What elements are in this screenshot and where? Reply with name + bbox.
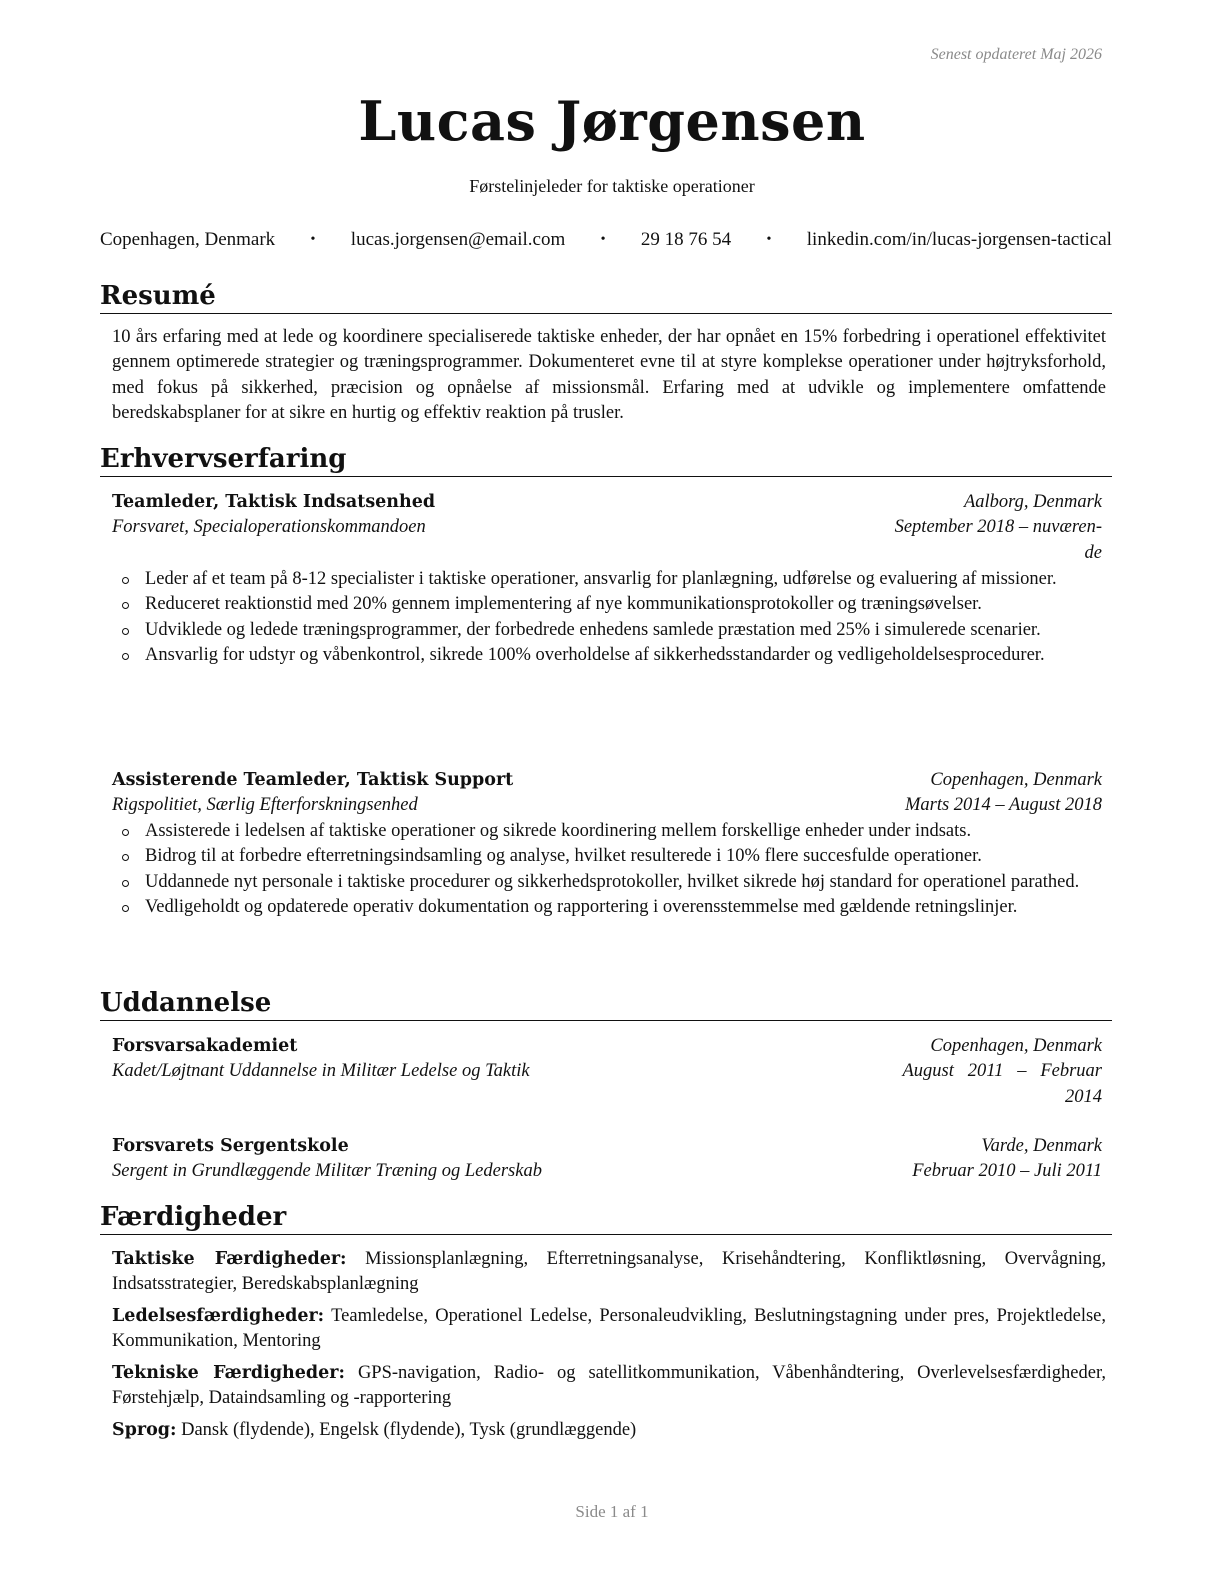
skill-group	[112, 1304, 1106, 1355]
skill-group	[112, 1361, 1106, 1412]
skill-group-label: Ledelsesfærdigheder:	[112, 1306, 325, 1326]
job-dates: Marts 2014 – August 2018	[904, 795, 1102, 815]
education-degree: Kadet/Løjtnant Uddannelse in Militær Ledelse og Taktik	[112, 1061, 530, 1081]
education-degree: Sergent in Grundlæggende Militær Træning og Lederskab	[112, 1161, 542, 1181]
job-organization: Forsvaret, Specialoperationskommandoen	[112, 517, 426, 537]
list-item: Leder af et team på 8-12 specialister i taktiske operationer, ansvarlig for planlægning, udførelse og evaluering af missioner.	[112, 567, 1106, 592]
contact-phone: 29 18 76 54	[640, 229, 732, 250]
list-item: Assisterede i ledelsen af taktiske operationer og sikrede koordinering mellem forskellige enheder under indsats.	[112, 819, 1106, 844]
skill-group-value: Missionsplanlægning, Efterretningsanalyse, Krisehåndtering, Konfliktløsning, Overvågning, Indsatsstrategier, Beredskabsplanlægning	[112, 1249, 1106, 1295]
education-school: Forsvarets Sergentskole	[112, 1136, 349, 1156]
education-school: Forsvarsakademiet	[112, 1036, 298, 1056]
section-heading-education: Uddannelse	[100, 987, 1112, 1021]
job-dates-wrap: de	[1084, 543, 1102, 563]
contact-location: Copenhagen, Denmark	[100, 229, 276, 250]
job-bullets	[112, 567, 1106, 669]
job-location: Aalborg, Denmark	[963, 492, 1102, 512]
summary-text: 10 års erfaring med at lede og koordinere specialiserede taktiske enheder, der har opnået en 15% forbedring i operationel effektivitet gennem optimerede strategier og træningsprogrammer. Dokumenteret evne til at styre komplekse operationer under højtryksforhold, med fokus på sikkerhed, præcision og opnåelse af missionsmål. Erfaring med at udvikle og implementere omfattende beredskabsplaner for at sikre en hurtig og effektiv reaktion på trusler.	[112, 327, 1106, 424]
skill-group-label: Taktiske Færdigheder:	[112, 1249, 347, 1269]
list-item: Uddannede nyt personale i taktiske procedurer og sikkerhedsprotokoller, hvilket sikrede høj standard for operationel parathed.	[112, 870, 1106, 895]
job-dates: September 2018 – nuværen-	[894, 517, 1102, 537]
job-role: Teamleder, Taktisk Indsatsenhed	[112, 492, 436, 512]
job-bullets	[112, 819, 1106, 921]
last-updated: Senest opdateret Maj 2026	[930, 46, 1102, 63]
education-dates-wrap: 2014	[1065, 1087, 1102, 1107]
contact-linkedin[interactable]: linkedin.com/in/lucas-jorgensen-tactical	[806, 229, 1112, 250]
skill-group-label: Tekniske Færdigheder:	[112, 1363, 345, 1383]
skill-group-value: Teamledelse, Operationel Ledelse, Personaleudvikling, Beslutningstagning under pres, Projektledelse, Kommunikation, Mentoring	[112, 1306, 1107, 1352]
skill-group-value: GPS-navigation, Radio- og satellitkommunikation, Våbenhåndtering, Overlevelsesfærdigheder, Førstehjælp, Dataindsamling og -rapportering	[112, 1363, 1106, 1409]
list-item: Vedligeholdt og opdaterede operativ dokumentation og rapportering i overensstemmelse med gældende retningslinjer.	[112, 895, 1106, 920]
skill-group-value: Dansk (flydende), Engelsk (flydende), Tysk (grundlæggende)	[181, 1420, 637, 1440]
section-heading-summary: Resumé	[100, 280, 1112, 314]
education-dates: August 2011 – Februar	[902, 1061, 1102, 1081]
skill-group-label: Sprog:	[112, 1420, 177, 1440]
contact-email[interactable]: lucas.jorgensen@email.com	[350, 229, 566, 250]
candidate-name: Lucas Jørgensen	[358, 89, 866, 153]
skill-group	[112, 1418, 1106, 1443]
list-item: Udviklede og ledede træningsprogrammer, der forbedrede enhedens samlede præstation med 25% i simulerede scenarier.	[112, 618, 1106, 643]
separator-dot: •	[766, 232, 772, 247]
section-heading-skills: Færdigheder	[100, 1201, 1112, 1235]
page-number: Side 1 af 1	[575, 1502, 649, 1521]
education-location: Varde, Denmark	[981, 1136, 1102, 1156]
education-location: Copenhagen, Denmark	[930, 1036, 1102, 1056]
list-item: Reduceret reaktionstid med 20% gennem implementering af nye kommunikationsprotokoller og træningsøvelser.	[112, 592, 1106, 617]
job-role: Assisterende Teamleder, Taktisk Support	[112, 770, 514, 790]
list-item: Ansvarlig for udstyr og våbenkontrol, sikrede 100% overholdelse af sikkerhedsstandarder og vedligeholdelsesprocedurer.	[112, 643, 1106, 668]
section-heading-experience: Erhvervserfaring	[100, 443, 1112, 477]
skill-group	[112, 1247, 1106, 1298]
list-item: Bidrog til at forbedre efterretningsindsamling og analyse, hvilket resulterede i 10% flere succesfulde operationer.	[112, 844, 1106, 869]
contact-line	[100, 229, 1112, 251]
separator-dot: •	[600, 232, 606, 247]
education-dates: Februar 2010 – Juli 2011	[912, 1161, 1102, 1181]
job-location: Copenhagen, Denmark	[930, 770, 1102, 790]
job-organization: Rigspolitiet, Særlig Efterforskningsenhed	[112, 795, 418, 815]
separator-dot: •	[310, 232, 316, 247]
candidate-tagline: Førstelinjeleder for taktiske operationer	[469, 176, 755, 196]
